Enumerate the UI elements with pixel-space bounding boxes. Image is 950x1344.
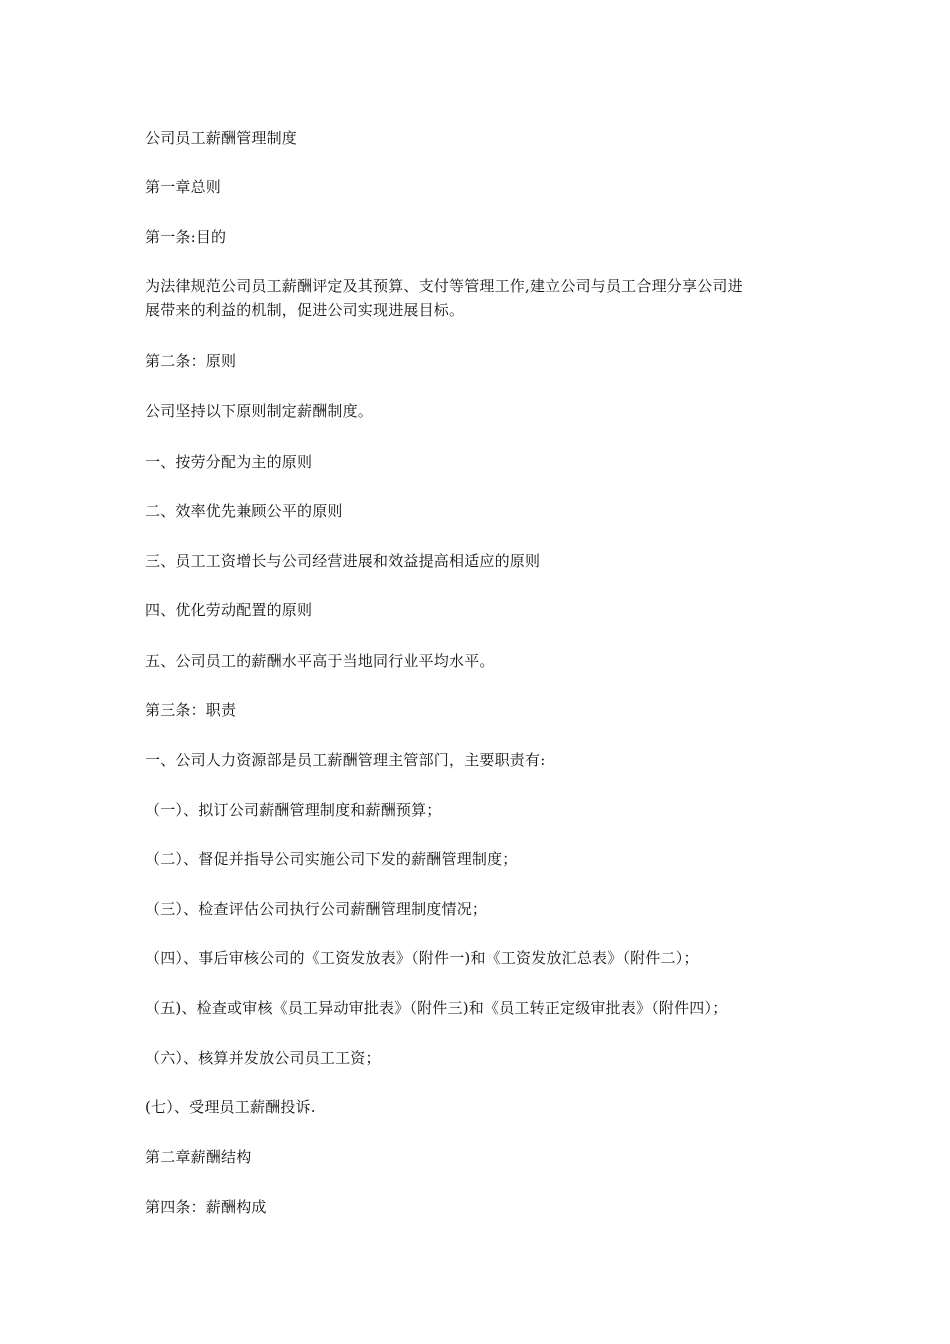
article-2-intro: 公司坚持以下原则制定薪酬制度。 bbox=[145, 402, 374, 420]
article-1-body bbox=[145, 274, 815, 322]
chapter-heading-1: 第一章总则 bbox=[145, 178, 222, 196]
article-4-heading: 第四条：薪酬构成 bbox=[145, 1198, 267, 1216]
principle-item: 三、员工工资增长与公司经营进展和效益提高相适应的原则 bbox=[145, 552, 541, 570]
article-2-heading: 第二条：原则 bbox=[145, 352, 237, 370]
duty-item: （六）、核算并发放公司员工工资； bbox=[145, 1049, 381, 1067]
duty-item: （一）、拟订公司薪酬管理制度和薪酬预算； bbox=[145, 801, 442, 819]
principle-item: 一、按劳分配为主的原则 bbox=[145, 453, 313, 471]
document-title: 公司员工薪酬管理制度 bbox=[145, 129, 298, 147]
duty-item: （五)、检查或审核《员工异动审批表》（附件三)和《员工转正定级审批表》（附件四）； bbox=[145, 999, 728, 1017]
article-3-heading: 第三条：职责 bbox=[145, 701, 237, 719]
duty-intro: 一、公司人力资源部是员工薪酬管理主管部门，主要职责有: bbox=[145, 751, 546, 769]
duty-item: （四）、事后审核公司的《工资发放表》（附件一)和《工资发放汇总表》（附件二）； bbox=[145, 949, 699, 967]
chapter-heading-2: 第二章薪酬结构 bbox=[145, 1148, 252, 1166]
duty-item: （二）、督促并指导公司实施公司下发的薪酬管理制度； bbox=[145, 850, 518, 868]
principle-item: 二、效率优先兼顾公平的原则 bbox=[145, 502, 343, 520]
principle-item: 四、优化劳动配置的原则 bbox=[145, 601, 313, 619]
duty-item: （三）、检查评估公司执行公司薪酬管理制度情况； bbox=[145, 900, 488, 918]
duty-item: (七）、受理员工薪酬投诉. bbox=[145, 1098, 316, 1116]
article-1-heading: 第一条:目的 bbox=[145, 228, 227, 246]
principle-item: 五、公司员工的薪酬水平高于当地同行业平均水平。 bbox=[145, 652, 495, 670]
article-1-body-line-2: 展带来的利益的机制，促进公司实现进展目标。 bbox=[145, 301, 465, 319]
article-1-body-line-1: 为法律规范公司员工薪酬评定及其预算、支付等管理工作,建立公司与员工合理分享公司进 bbox=[145, 277, 743, 295]
